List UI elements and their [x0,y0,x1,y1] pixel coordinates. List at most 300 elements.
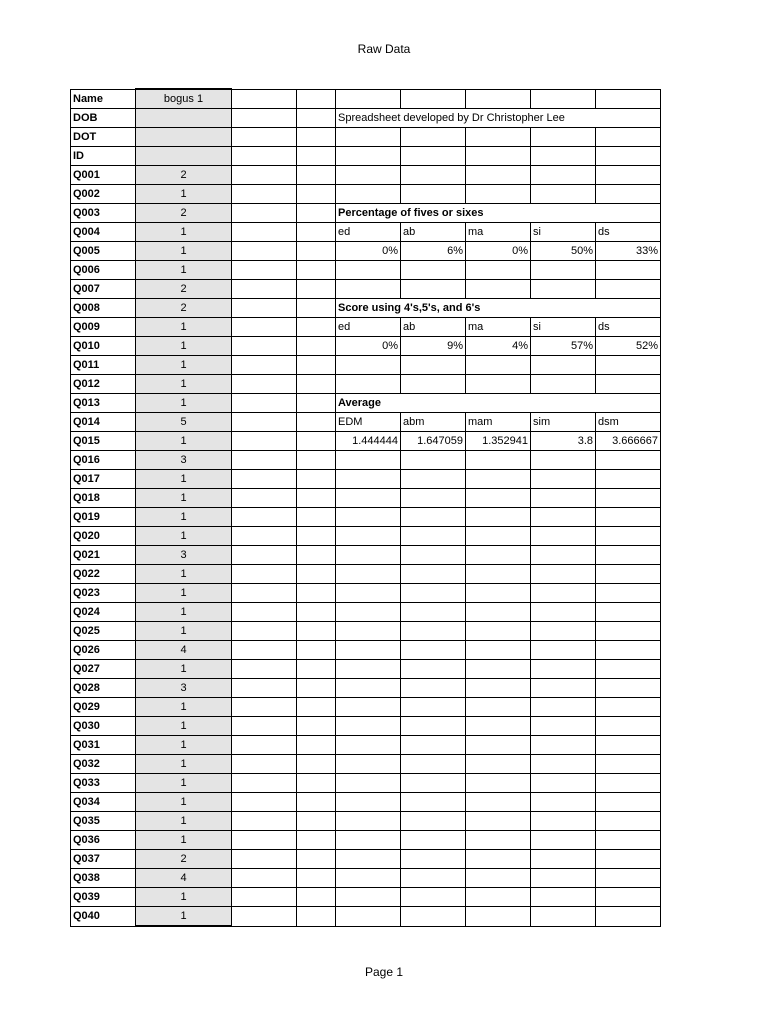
response-value-cell[interactable] [136,147,232,166]
empty-cell[interactable] [596,508,661,527]
empty-cell[interactable] [232,888,297,907]
empty-cell[interactable] [401,185,466,204]
response-value-cell[interactable]: 1 [136,261,232,280]
empty-cell[interactable] [232,603,297,622]
empty-cell[interactable] [401,451,466,470]
empty-cell[interactable] [297,527,336,546]
response-value-cell[interactable]: 1 [136,793,232,812]
empty-cell[interactable] [531,641,596,660]
empty-cell[interactable] [596,451,661,470]
empty-cell[interactable] [596,850,661,869]
empty-cell[interactable] [232,166,297,185]
empty-cell[interactable] [596,565,661,584]
section-value-cell[interactable]: 1.647059 [401,432,466,451]
empty-cell[interactable] [401,717,466,736]
empty-cell[interactable] [401,565,466,584]
empty-cell[interactable] [232,147,297,166]
empty-cell[interactable] [531,261,596,280]
empty-cell[interactable] [336,774,401,793]
response-value-cell[interactable]: 2 [136,299,232,318]
empty-cell[interactable] [531,451,596,470]
empty-cell[interactable] [466,907,531,927]
empty-cell[interactable] [596,147,661,166]
response-value-cell[interactable]: 1 [136,584,232,603]
empty-cell[interactable] [531,679,596,698]
empty-cell[interactable] [596,356,661,375]
empty-cell[interactable] [596,793,661,812]
empty-cell[interactable] [466,774,531,793]
response-value-cell[interactable]: 1 [136,565,232,584]
empty-cell[interactable] [232,812,297,831]
empty-cell[interactable] [531,907,596,927]
empty-cell[interactable] [297,793,336,812]
empty-cell[interactable] [531,850,596,869]
empty-cell[interactable] [466,147,531,166]
empty-cell[interactable] [401,698,466,717]
empty-cell[interactable] [232,470,297,489]
empty-cell[interactable] [401,622,466,641]
empty-cell[interactable] [596,717,661,736]
empty-cell[interactable] [232,717,297,736]
empty-cell[interactable] [466,679,531,698]
empty-cell[interactable] [596,774,661,793]
empty-cell[interactable] [297,89,336,109]
response-value-cell[interactable]: 1 [136,660,232,679]
empty-cell[interactable] [297,565,336,584]
response-value-cell[interactable]: 1 [136,774,232,793]
response-value-cell[interactable]: 1 [136,489,232,508]
response-value-cell[interactable]: 2 [136,850,232,869]
empty-cell[interactable] [401,470,466,489]
section-value-cell[interactable]: 0% [466,242,531,261]
empty-cell[interactable] [297,394,336,413]
empty-cell[interactable] [531,717,596,736]
empty-cell[interactable] [401,147,466,166]
empty-cell[interactable] [232,660,297,679]
response-value-cell[interactable]: 1 [136,736,232,755]
empty-cell[interactable] [531,89,596,109]
empty-cell[interactable] [466,641,531,660]
section-value-cell[interactable]: 52% [596,337,661,356]
empty-cell[interactable] [232,413,297,432]
name-value-cell[interactable]: bogus 1 [136,89,232,109]
empty-cell[interactable] [466,375,531,394]
response-value-cell[interactable]: 1 [136,242,232,261]
section-value-cell[interactable]: 57% [531,337,596,356]
empty-cell[interactable] [466,489,531,508]
empty-cell[interactable] [466,356,531,375]
empty-cell[interactable] [297,432,336,451]
empty-cell[interactable] [232,869,297,888]
empty-cell[interactable] [336,641,401,660]
empty-cell[interactable] [401,356,466,375]
empty-cell[interactable] [531,869,596,888]
empty-cell[interactable] [297,831,336,850]
empty-cell[interactable] [336,755,401,774]
response-value-cell[interactable] [136,128,232,147]
empty-cell[interactable] [297,166,336,185]
empty-cell[interactable] [297,299,336,318]
empty-cell[interactable] [466,888,531,907]
empty-cell[interactable] [297,660,336,679]
empty-cell[interactable] [297,698,336,717]
section-value-cell[interactable]: 3.666667 [596,432,661,451]
response-value-cell[interactable]: 1 [136,337,232,356]
empty-cell[interactable] [336,356,401,375]
empty-cell[interactable] [297,508,336,527]
empty-cell[interactable] [531,888,596,907]
empty-cell[interactable] [466,89,531,109]
empty-cell[interactable] [531,147,596,166]
empty-cell[interactable] [596,128,661,147]
empty-cell[interactable] [297,204,336,223]
empty-cell[interactable] [232,679,297,698]
empty-cell[interactable] [401,261,466,280]
empty-cell[interactable] [466,869,531,888]
empty-cell[interactable] [336,89,401,109]
empty-cell[interactable] [596,888,661,907]
empty-cell[interactable] [401,527,466,546]
section-value-cell[interactable]: 1.352941 [466,432,531,451]
empty-cell[interactable] [466,470,531,489]
empty-cell[interactable] [531,470,596,489]
empty-cell[interactable] [232,394,297,413]
empty-cell[interactable] [466,546,531,565]
empty-cell[interactable] [466,508,531,527]
empty-cell[interactable] [401,489,466,508]
empty-cell[interactable] [232,299,297,318]
section-value-cell[interactable]: 50% [531,242,596,261]
empty-cell[interactable] [232,850,297,869]
section-value-cell[interactable]: 9% [401,337,466,356]
empty-cell[interactable] [466,280,531,299]
empty-cell[interactable] [531,375,596,394]
response-value-cell[interactable]: 3 [136,679,232,698]
empty-cell[interactable] [297,546,336,565]
empty-cell[interactable] [232,451,297,470]
empty-cell[interactable] [336,565,401,584]
empty-cell[interactable] [297,337,336,356]
empty-cell[interactable] [401,831,466,850]
empty-cell[interactable] [531,565,596,584]
empty-cell[interactable] [232,375,297,394]
empty-cell[interactable] [297,413,336,432]
empty-cell[interactable] [297,470,336,489]
section-value-cell[interactable]: 3.8 [531,432,596,451]
empty-cell[interactable] [596,489,661,508]
empty-cell[interactable] [531,280,596,299]
empty-cell[interactable] [466,527,531,546]
empty-cell[interactable] [596,812,661,831]
empty-cell[interactable] [336,147,401,166]
response-value-cell[interactable]: 3 [136,451,232,470]
empty-cell[interactable] [596,470,661,489]
empty-cell[interactable] [336,261,401,280]
response-value-cell[interactable] [136,109,232,128]
empty-cell[interactable] [531,489,596,508]
empty-cell[interactable] [466,698,531,717]
empty-cell[interactable] [232,622,297,641]
empty-cell[interactable] [232,831,297,850]
empty-cell[interactable] [596,622,661,641]
response-value-cell[interactable]: 1 [136,907,232,927]
empty-cell[interactable] [401,641,466,660]
empty-cell[interactable] [232,337,297,356]
response-value-cell[interactable]: 2 [136,166,232,185]
empty-cell[interactable] [297,128,336,147]
empty-cell[interactable] [531,527,596,546]
response-value-cell[interactable]: 2 [136,280,232,299]
empty-cell[interactable] [297,375,336,394]
response-value-cell[interactable]: 3 [136,546,232,565]
empty-cell[interactable] [336,451,401,470]
empty-cell[interactable] [531,584,596,603]
empty-cell[interactable] [466,451,531,470]
empty-cell[interactable] [531,166,596,185]
empty-cell[interactable] [297,280,336,299]
section-value-cell[interactable]: 0% [336,242,401,261]
empty-cell[interactable] [466,128,531,147]
empty-cell[interactable] [297,641,336,660]
empty-cell[interactable] [401,907,466,927]
section-value-cell[interactable]: 33% [596,242,661,261]
empty-cell[interactable] [336,622,401,641]
response-value-cell[interactable]: 1 [136,717,232,736]
empty-cell[interactable] [531,185,596,204]
empty-cell[interactable] [232,774,297,793]
empty-cell[interactable] [596,89,661,109]
empty-cell[interactable] [297,869,336,888]
empty-cell[interactable] [336,907,401,927]
empty-cell[interactable] [401,679,466,698]
empty-cell[interactable] [232,432,297,451]
empty-cell[interactable] [232,109,297,128]
empty-cell[interactable] [401,89,466,109]
empty-cell[interactable] [596,907,661,927]
empty-cell[interactable] [466,603,531,622]
empty-cell[interactable] [336,470,401,489]
empty-cell[interactable] [232,356,297,375]
response-value-cell[interactable]: 1 [136,470,232,489]
empty-cell[interactable] [232,318,297,337]
empty-cell[interactable] [466,660,531,679]
section-value-cell[interactable]: 0% [336,337,401,356]
empty-cell[interactable] [297,147,336,166]
empty-cell[interactable] [336,660,401,679]
empty-cell[interactable] [232,641,297,660]
response-value-cell[interactable]: 1 [136,223,232,242]
empty-cell[interactable] [596,584,661,603]
empty-cell[interactable] [232,736,297,755]
empty-cell[interactable] [596,375,661,394]
response-value-cell[interactable]: 1 [136,812,232,831]
response-value-cell[interactable]: 5 [136,413,232,432]
empty-cell[interactable] [232,489,297,508]
empty-cell[interactable] [336,546,401,565]
empty-cell[interactable] [401,888,466,907]
empty-cell[interactable] [531,774,596,793]
empty-cell[interactable] [401,793,466,812]
response-value-cell[interactable]: 2 [136,204,232,223]
empty-cell[interactable] [336,831,401,850]
empty-cell[interactable] [401,128,466,147]
empty-cell[interactable] [531,755,596,774]
empty-cell[interactable] [596,166,661,185]
section-value-cell[interactable]: 6% [401,242,466,261]
response-value-cell[interactable]: 4 [136,869,232,888]
empty-cell[interactable] [232,185,297,204]
empty-cell[interactable] [531,546,596,565]
empty-cell[interactable] [336,527,401,546]
empty-cell[interactable] [336,869,401,888]
empty-cell[interactable] [336,736,401,755]
empty-cell[interactable] [336,793,401,812]
empty-cell[interactable] [596,261,661,280]
empty-cell[interactable] [297,736,336,755]
empty-cell[interactable] [466,622,531,641]
empty-cell[interactable] [336,603,401,622]
response-value-cell[interactable]: 1 [136,394,232,413]
empty-cell[interactable] [596,527,661,546]
empty-cell[interactable] [232,280,297,299]
empty-cell[interactable] [401,603,466,622]
empty-cell[interactable] [336,698,401,717]
empty-cell[interactable] [232,565,297,584]
empty-cell[interactable] [336,850,401,869]
empty-cell[interactable] [401,166,466,185]
empty-cell[interactable] [596,679,661,698]
empty-cell[interactable] [297,888,336,907]
empty-cell[interactable] [297,603,336,622]
empty-cell[interactable] [232,584,297,603]
empty-cell[interactable] [336,679,401,698]
empty-cell[interactable] [232,508,297,527]
empty-cell[interactable] [297,356,336,375]
empty-cell[interactable] [466,736,531,755]
empty-cell[interactable] [466,831,531,850]
empty-cell[interactable] [596,185,661,204]
empty-cell[interactable] [232,242,297,261]
empty-cell[interactable] [531,660,596,679]
empty-cell[interactable] [297,185,336,204]
response-value-cell[interactable]: 1 [136,356,232,375]
empty-cell[interactable] [596,280,661,299]
empty-cell[interactable] [336,280,401,299]
empty-cell[interactable] [466,261,531,280]
empty-cell[interactable] [336,185,401,204]
empty-cell[interactable] [336,128,401,147]
empty-cell[interactable] [297,489,336,508]
empty-cell[interactable] [297,223,336,242]
empty-cell[interactable] [401,280,466,299]
empty-cell[interactable] [401,660,466,679]
section-value-cell[interactable]: 1.444444 [336,432,401,451]
empty-cell[interactable] [596,641,661,660]
empty-cell[interactable] [297,755,336,774]
empty-cell[interactable] [232,223,297,242]
empty-cell[interactable] [531,812,596,831]
empty-cell[interactable] [596,603,661,622]
empty-cell[interactable] [401,546,466,565]
response-value-cell[interactable]: 4 [136,641,232,660]
empty-cell[interactable] [336,508,401,527]
empty-cell[interactable] [466,166,531,185]
empty-cell[interactable] [297,451,336,470]
empty-cell[interactable] [297,242,336,261]
empty-cell[interactable] [531,356,596,375]
empty-cell[interactable] [297,774,336,793]
empty-cell[interactable] [401,584,466,603]
empty-cell[interactable] [336,489,401,508]
response-value-cell[interactable]: 1 [136,375,232,394]
empty-cell[interactable] [401,755,466,774]
empty-cell[interactable] [232,128,297,147]
empty-cell[interactable] [297,109,336,128]
empty-cell[interactable] [596,736,661,755]
empty-cell[interactable] [466,717,531,736]
empty-cell[interactable] [297,907,336,927]
section-value-cell[interactable]: 4% [466,337,531,356]
empty-cell[interactable] [401,736,466,755]
empty-cell[interactable] [336,584,401,603]
empty-cell[interactable] [232,204,297,223]
empty-cell[interactable] [232,527,297,546]
empty-cell[interactable] [297,850,336,869]
empty-cell[interactable] [297,584,336,603]
empty-cell[interactable] [232,907,297,927]
empty-cell[interactable] [596,831,661,850]
empty-cell[interactable] [401,508,466,527]
response-value-cell[interactable]: 1 [136,432,232,451]
empty-cell[interactable] [596,698,661,717]
response-value-cell[interactable]: 1 [136,831,232,850]
empty-cell[interactable] [401,812,466,831]
empty-cell[interactable] [232,261,297,280]
empty-cell[interactable] [232,546,297,565]
empty-cell[interactable] [401,774,466,793]
empty-cell[interactable] [401,869,466,888]
response-value-cell[interactable]: 1 [136,622,232,641]
empty-cell[interactable] [466,812,531,831]
empty-cell[interactable] [232,793,297,812]
response-value-cell[interactable]: 1 [136,888,232,907]
empty-cell[interactable] [297,717,336,736]
empty-cell[interactable] [232,698,297,717]
empty-cell[interactable] [466,565,531,584]
empty-cell[interactable] [336,375,401,394]
empty-cell[interactable] [596,660,661,679]
empty-cell[interactable] [596,869,661,888]
response-value-cell[interactable]: 1 [136,185,232,204]
empty-cell[interactable] [596,546,661,565]
empty-cell[interactable] [466,793,531,812]
empty-cell[interactable] [297,261,336,280]
empty-cell[interactable] [531,831,596,850]
empty-cell[interactable] [466,850,531,869]
empty-cell[interactable] [297,622,336,641]
empty-cell[interactable] [297,679,336,698]
empty-cell[interactable] [466,185,531,204]
response-value-cell[interactable]: 1 [136,508,232,527]
empty-cell[interactable] [596,755,661,774]
empty-cell[interactable] [232,755,297,774]
empty-cell[interactable] [336,166,401,185]
empty-cell[interactable] [401,850,466,869]
empty-cell[interactable] [531,622,596,641]
response-value-cell[interactable]: 1 [136,698,232,717]
empty-cell[interactable] [401,375,466,394]
empty-cell[interactable] [531,793,596,812]
